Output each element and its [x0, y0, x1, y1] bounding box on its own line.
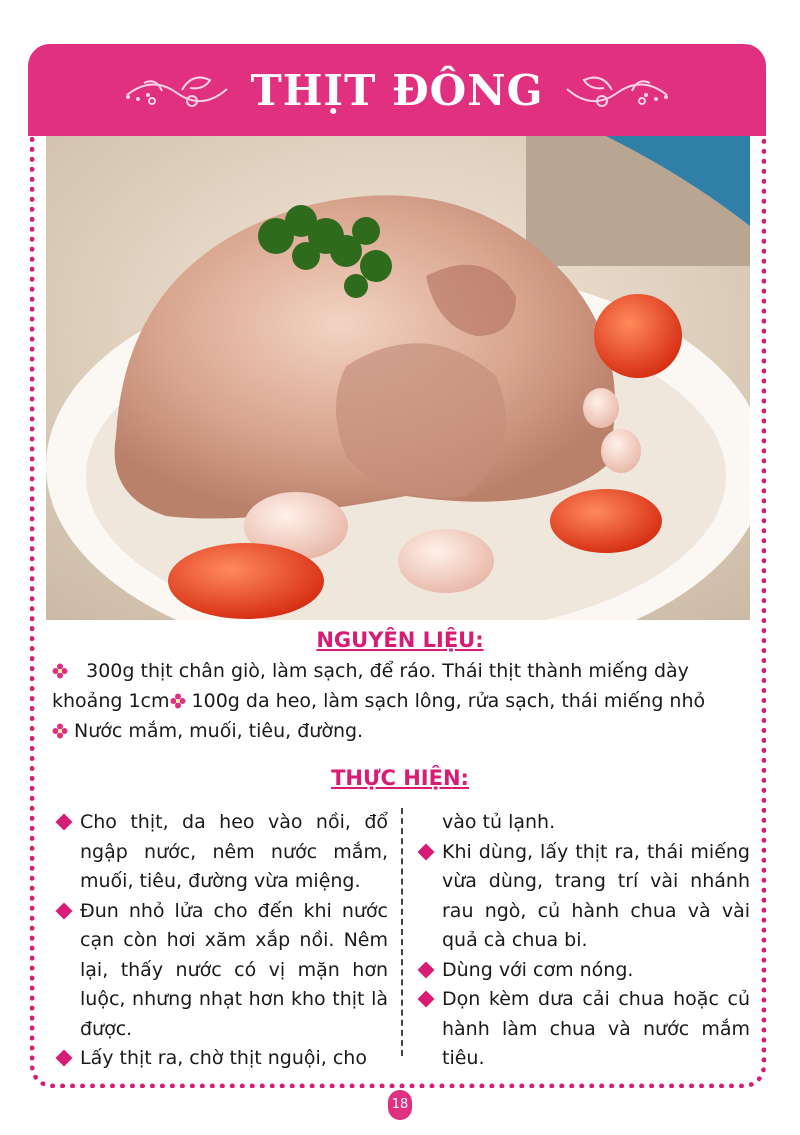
method-step: Dọn kèm dưa cải chua hoặc củ hành làm chua và nước mắm tiêu.: [420, 985, 750, 1074]
diamond-bullet-icon: [418, 961, 435, 978]
ingredients-heading: NGUYÊN LIỆU:: [316, 628, 484, 652]
flower-bullet-icon: [170, 693, 186, 709]
method-left-column: [58, 808, 388, 1074]
method-step: Lấy thịt ra, chờ thịt nguội, cho: [58, 1044, 388, 1074]
method-step: Cho thịt, da heo vào nồi, đổ ngập nước, nêm nước mắm, muối, tiêu, đường vừa miệng.: [58, 808, 388, 897]
ingredient-item: 300g thịt chân giò, làm sạch, để ráo. Thái thịt thành miếng dày khoảng 1cm: [52, 660, 689, 712]
page-number: 18: [388, 1090, 412, 1120]
diamond-bullet-icon: [56, 902, 73, 919]
ingredients-list: [52, 656, 752, 746]
flower-bullet-icon: [52, 723, 68, 739]
method-heading: THỰC HIỆN:: [331, 766, 469, 790]
ingredient-item: 100g da heo, làm sạch lông, rửa sạch, thái miếng nhỏ: [191, 690, 706, 712]
diamond-bullet-icon: [56, 814, 73, 831]
method-step: Dùng với cơm nóng.: [420, 956, 750, 986]
diamond-bullet-icon: [56, 1050, 73, 1067]
left-flourish-icon: [122, 65, 232, 115]
title-banner: [28, 44, 766, 136]
diamond-bullet-icon: [418, 991, 435, 1008]
method-step: Khi dùng, lấy thịt ra, thái miếng vừa dùng, trang trí vài nhánh rau ngò, củ hành chua và vài quả cà chua bi.: [420, 838, 750, 956]
method-step-continued: vào tủ lạnh.: [442, 811, 556, 833]
flower-bullet-icon: [52, 663, 68, 679]
right-flourish-icon: [562, 65, 672, 115]
method-step: Đun nhỏ lửa cho đến khi nước cạn còn hơi xăm xắp nồi. Nêm lại, thấy nước có vị mặn hơn luộc, nhưng nhạt hơn kho thịt là được.: [58, 897, 388, 1045]
method-right-column: [420, 808, 750, 1074]
page-title: THỊT ĐÔNG: [250, 65, 544, 115]
column-divider: [401, 808, 403, 1056]
diamond-bullet-icon: [418, 843, 435, 860]
ingredient-item: Nước mắm, muối, tiêu, đường.: [74, 720, 364, 742]
dish-photo: [46, 136, 750, 620]
